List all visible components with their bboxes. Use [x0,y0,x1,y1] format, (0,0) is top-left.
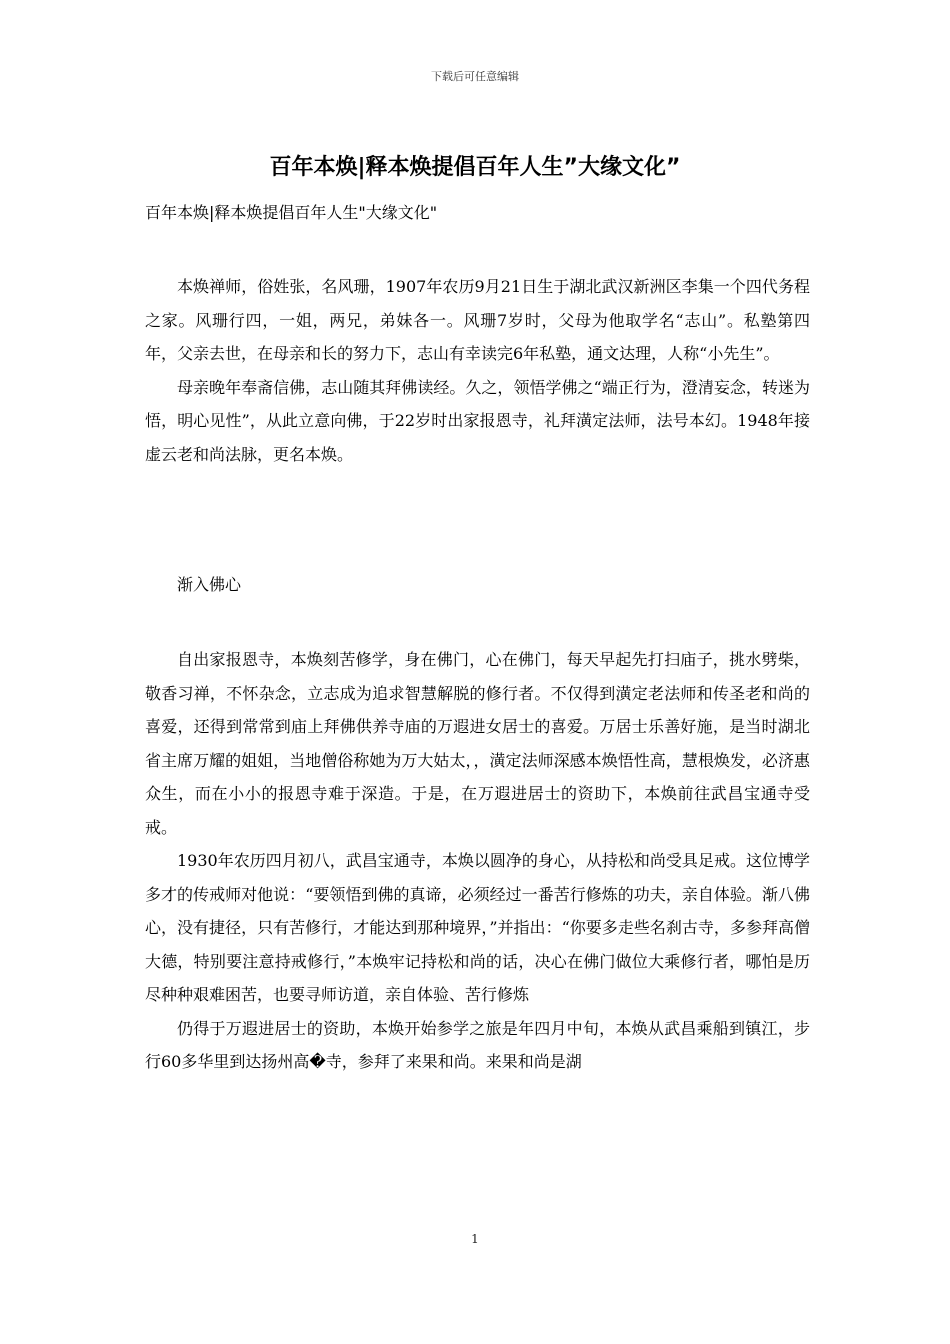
paragraph: 自出家报恩寺，本焕刻苦修学，身在佛门，心在佛门，每天早起先打扫庙子，挑水劈柴，敬香习禅，不怀杂念，立志成为追求智慧解脱的修行者。不仅得到潢定老法师和传圣老和尚的喜爱，还得到常常到庙上拜佛供养寺庙的万遐进女居士的喜爱。万居士乐善好施，是当时湖北省主席万耀的姐姐，当地僧俗称她为万大姑太，，潢定法师深感本焕悟性高，慧根焕发，必济惠众生，而在小小的报恩寺难于深造。于是，在万遐进居士的资助下，本焕前往武昌宝通寺受戒。 [145,650,810,837]
section-heading: 渐入佛心 [177,575,242,594]
section-heading-block [145,568,810,602]
paragraph: 本焕禅师，俗姓张，名风珊，1907年农历9月21日生于湖北武汉新洲区李集一个四代务程之家。风珊行四，一姐，两兄，弟妹各一。风珊7岁时，父母为他取学名“志山”。私塾第四年，父亲去世，在母亲和长的努力下，志山有幸读完6年私塾，通文达理，人称“小先生”。 [145,277,810,363]
document-subtitle: 百年本焕|释本焕提倡百年人生"大缘文化" [145,203,438,222]
paragraph: 母亲晚年奉斋信佛，志山随其拜佛读经。久之，领悟学佛之“端正行为，澄清妄念，转迷为悟，明心见性”，从此立意向佛，于22岁时出家报恩寺，礼拜潢定法师，法号本幻。1948年接虚云老和尚法脉，更名本焕。 [145,377,810,464]
paragraph: 1930年农历四月初八，武昌宝通寺，本焕以圆净的身心，从持松和尚受具足戒。这位博学多才的传戒师对他说：“要领悟到佛的真谛，必须经过一番苦行修炼的功夫，亲自体验。渐八佛心，没有捷径，只有苦修行，才能达到那种境界，”并指出：“你要多走些名刹古寺，多参拜高僧大德，特别要注意持戒修行，”本焕牢记持松和尚的话，决心在佛门做位大乘修行者，哪怕是历尽种种艰难困苦，也要寻师访道，亲自体验、苦行修炼 [145,851,810,1004]
page-number: 1 [471,1232,479,1246]
paragraph: 仍得于万遐进居士的资助，本焕开始参学之旅是年四月中旬，本焕从武昌乘船到镇江，步行60多华里到达扬州高�寺，参拜了来果和尚。来果和尚是湖 [145,1018,810,1071]
intro-section [145,270,810,471]
document-title: 百年本焕|释本焕提倡百年人生”大缘文化” [269,155,681,180]
page-header-note: 下载后可任意编辑 [431,70,519,83]
main-section [145,643,810,1079]
